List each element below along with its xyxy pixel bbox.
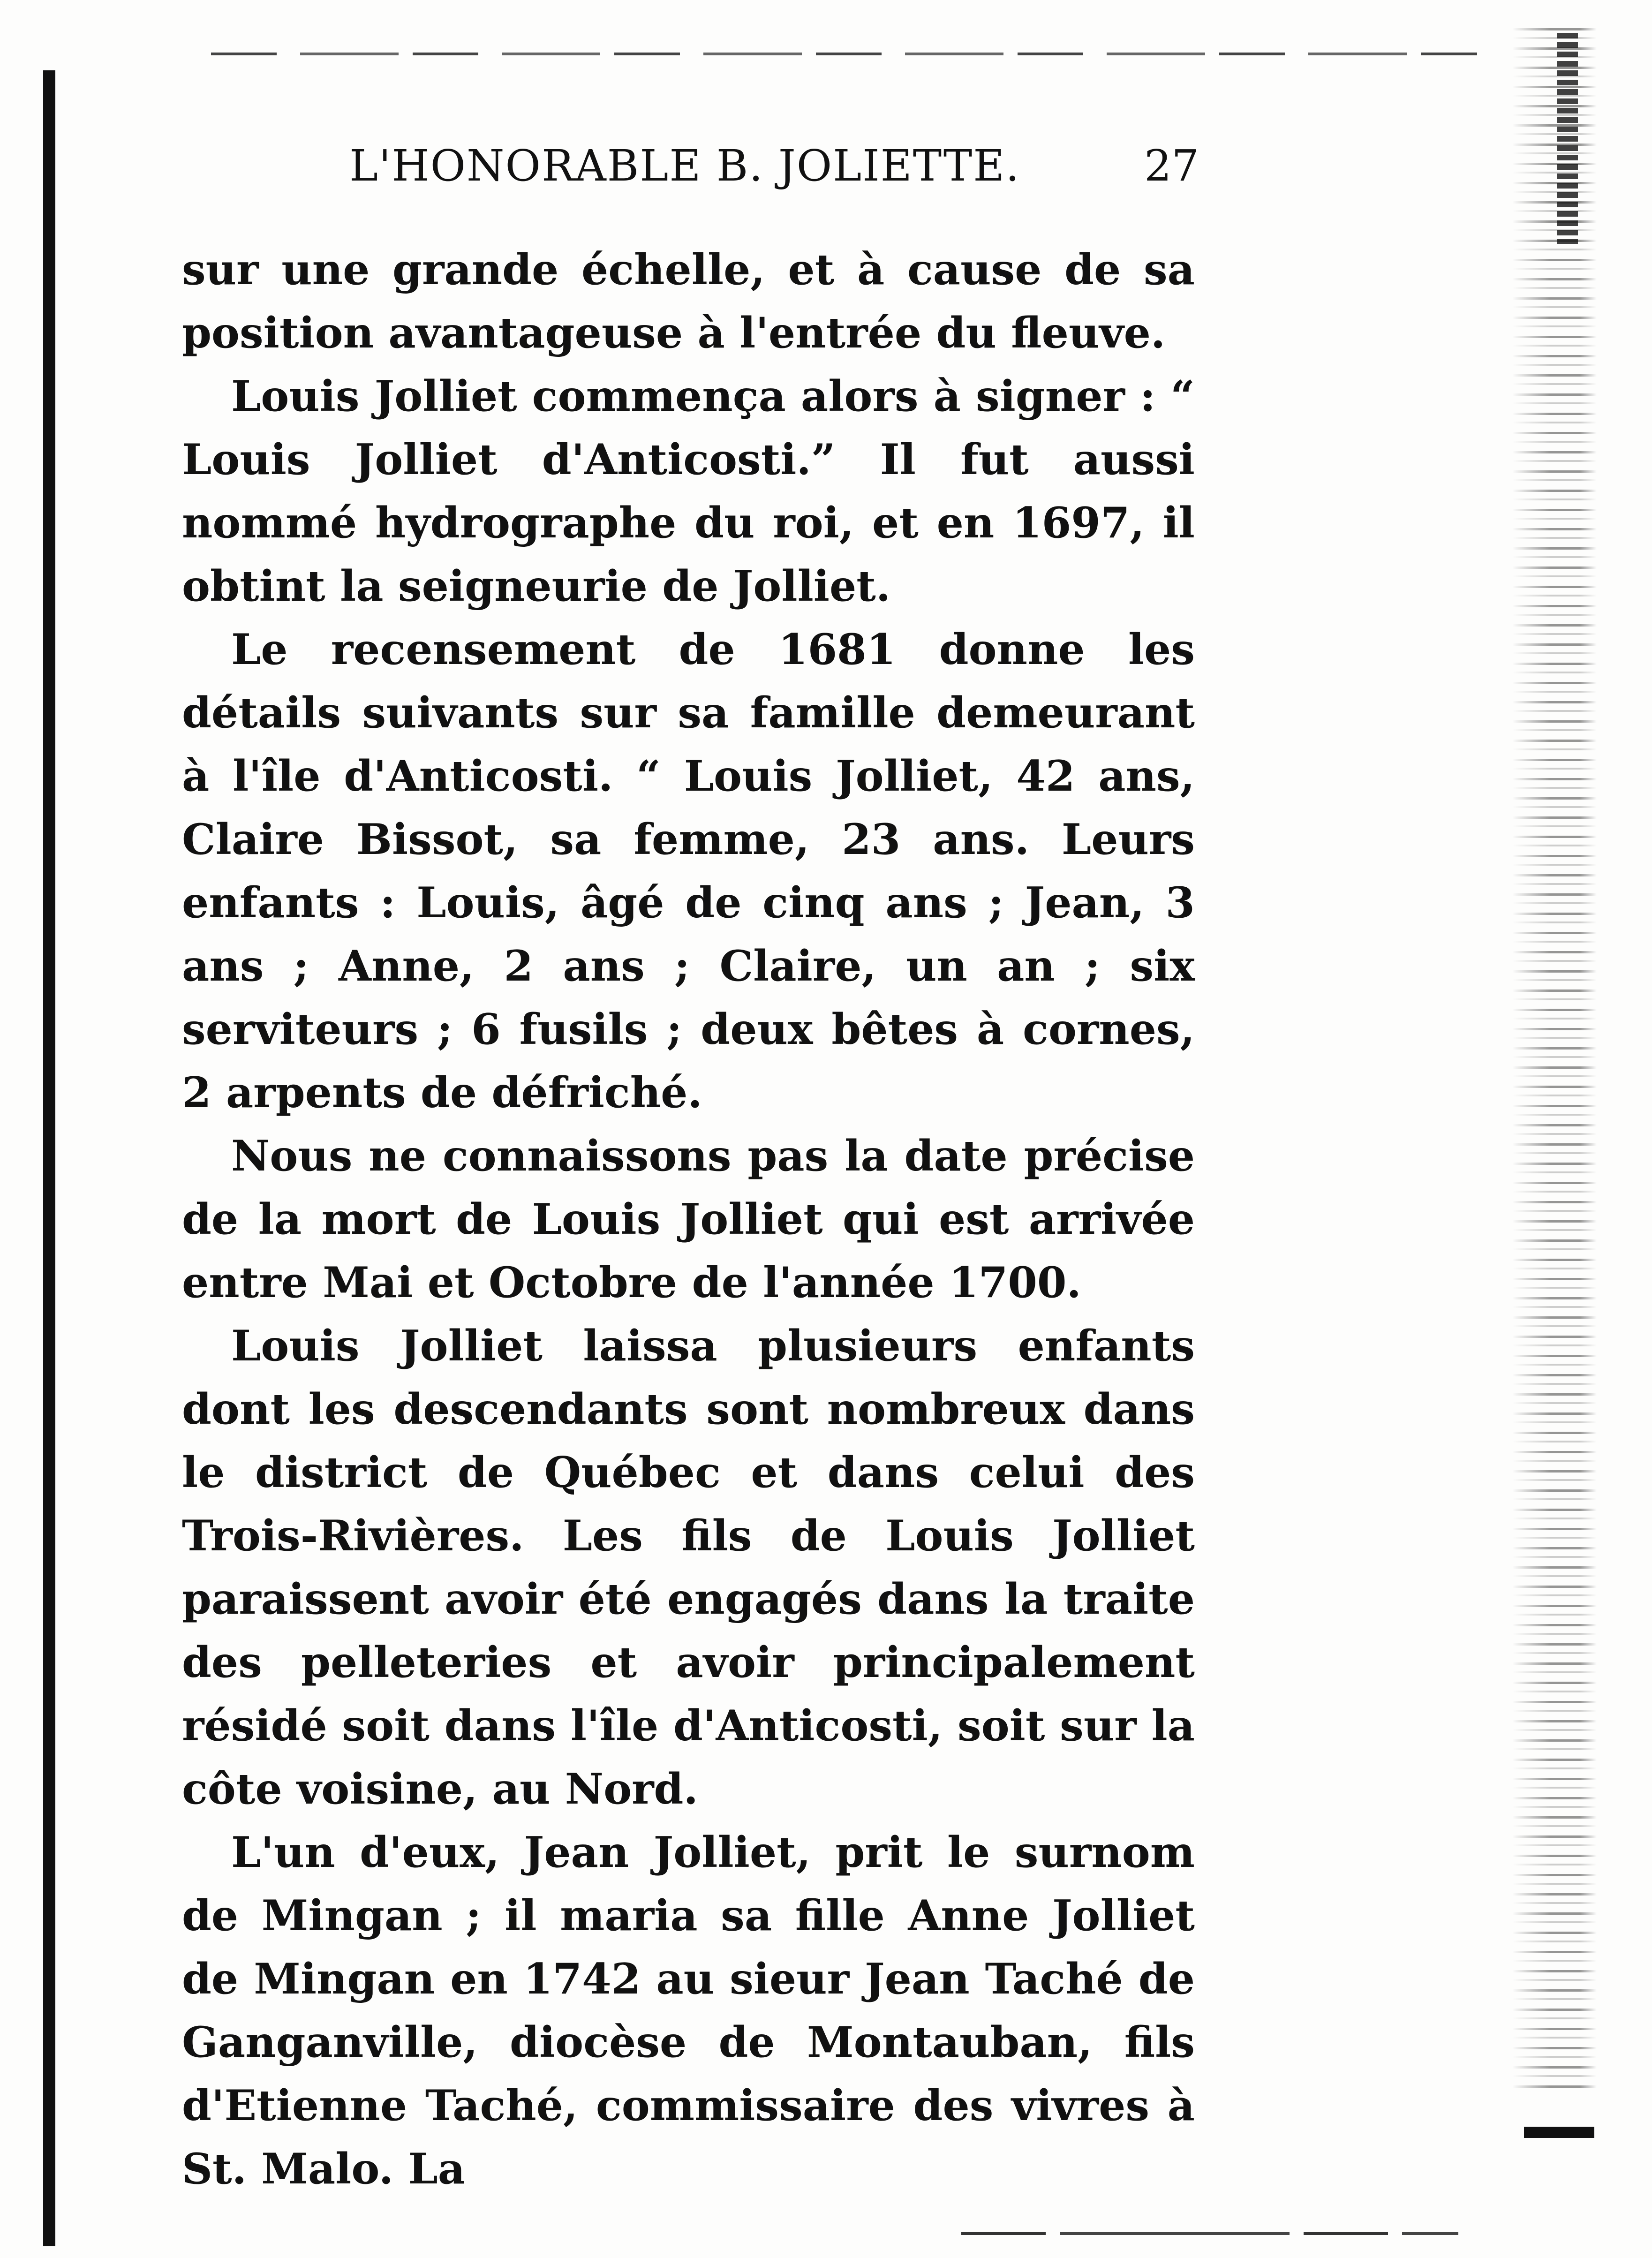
paragraph: L'un d'eux, Jean Jolliet, prit le surnom de Mingan ; il maria sa fille Anne Jolliet de Mingan en 1742 au sieur Jean Taché de Ganganville, diocèse de Montauban, fils d'Etienne Taché, commissaire des vivres à St. Malo. La <box>182 1828 1195 2194</box>
scan-bottom-line <box>961 2232 1458 2235</box>
page-edge-noise <box>1512 28 1597 2092</box>
binding-shadow <box>43 70 55 2246</box>
paragraph: Nous ne connaissons pas la date précise de la mort de Louis Jolliet qui est arrivée entre Mai et Octobre de l'année 1700. <box>182 1131 1195 1307</box>
page-edge-dark <box>1557 33 1578 244</box>
page-edge-bar <box>1524 2127 1594 2138</box>
body-text <box>182 238 1195 2201</box>
scan-top-line <box>211 53 1477 55</box>
page-number: 27 <box>1144 141 1199 191</box>
paragraph: Louis Jolliet commença alors à signer : “ Louis Jolliet d'Anticosti.” Il fut aussi nommé hydrographe du roi, et en 1697, il obtint la seigneurie de Jolliet. <box>182 371 1195 611</box>
paragraph: Louis Jolliet laissa plusieurs enfants dont les descendants sont nombreux dans le district de Québec et dans celui des Trois-Rivières. Les fils de Louis Jolliet paraissent avoir été engagés dans la traite des pelleteries et avoir principalement résidé soit dans l'île d'Anticosti, soit sur la côte voisine, au Nord. <box>182 1321 1195 1814</box>
paragraph: sur une grande échelle, et à cause de sa position avantageuse à l'entrée du fleuve. <box>182 245 1195 358</box>
paragraph: Le recensement de 1681 donne les détails suivants sur sa famille demeurant à l'île d'Anticosti. “ Louis Jolliet, 42 ans, Claire Bissot, sa femme, 23 ans. Leurs enfants : Louis, âgé de cinq ans ; Jean, 3 ans ; Anne, 2 ans ; Claire, un an ; six serviteurs ; 6 fusils ; deux bêtes à cornes, 2 arpents de défriché. <box>182 625 1195 1118</box>
running-title: L'HONORABLE B. JOLIETTE. <box>349 141 1020 191</box>
